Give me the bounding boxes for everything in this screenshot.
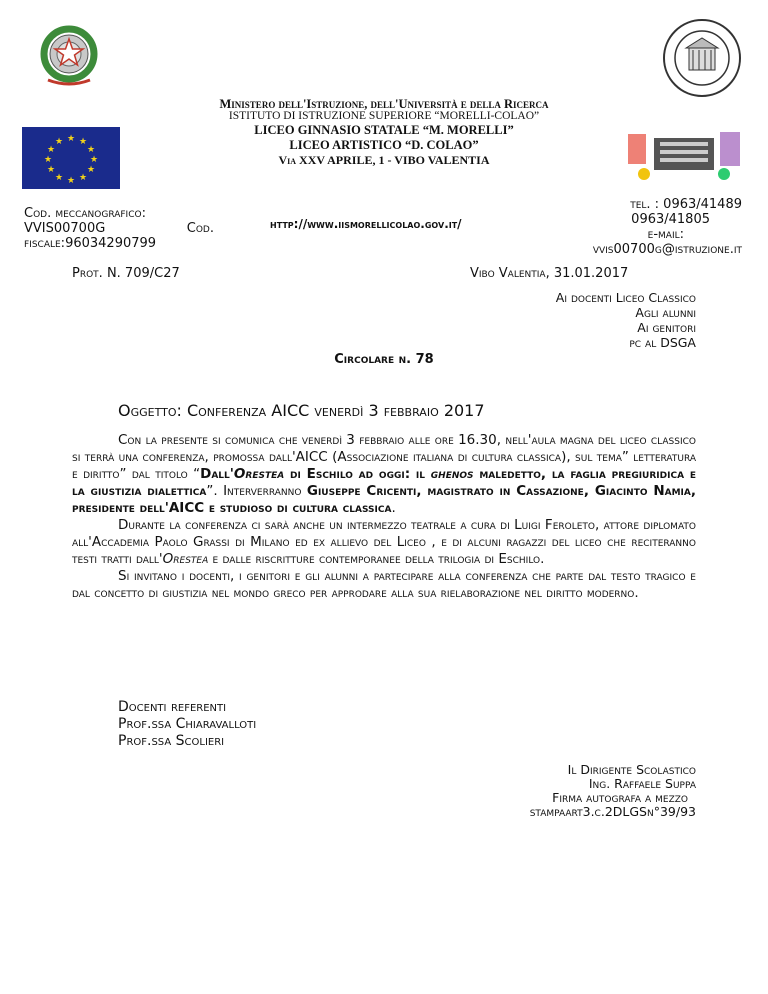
svg-text:★: ★	[54, 137, 64, 147]
svg-text:★: ★	[43, 155, 53, 165]
title-part-2: Orestea	[233, 466, 285, 482]
title-part-1: Dall'	[200, 466, 234, 482]
signature-title: Il Dirigente Scolastico	[567, 762, 696, 777]
email-label: e-mail:	[647, 227, 684, 242]
paragraph-1	[72, 432, 696, 517]
signature-note: Firma autografa a mezzo	[552, 790, 688, 805]
title-part-5: maledetto, la faglia pregiuridica e la giustizia dialettica	[72, 466, 696, 499]
school-codes	[24, 206, 214, 251]
svg-text:★: ★	[78, 137, 88, 147]
liceo-morelli-seal	[662, 18, 742, 98]
paragraph-2	[72, 517, 696, 568]
code-label: Cod. meccanografico:	[24, 206, 146, 221]
letter-body	[72, 432, 696, 602]
recipients-list	[556, 290, 696, 350]
signature-law: stampaart3.c.2DLGSn°39/93	[529, 804, 696, 819]
p2-title: Orestea	[162, 551, 209, 567]
protocol-number: Prot. N. 709/C27	[72, 266, 180, 281]
signature-block	[530, 763, 696, 819]
place-date: Vibo Valentia, 31.01.2017	[470, 266, 629, 281]
ministry-heading: Ministero dell'Istruzione, dell'Università e della Ricerca	[219, 97, 549, 111]
recipient-item: Ai genitori	[637, 320, 696, 335]
title-part-3: di Eschilo ad oggi: il	[284, 466, 431, 482]
title-part-4: ghenos	[430, 466, 474, 482]
speakers: Giuseppe Cricenti, magistrato in Cassazione, Giacinto Namia, presidente dell'AICC e studioso di cultura classica	[72, 483, 696, 516]
svg-text:★: ★	[78, 173, 88, 183]
telephone-1: tel. : 0963/41489	[630, 197, 742, 212]
referents-block	[118, 699, 256, 750]
circolare-number: Circolare n. 78	[334, 352, 434, 367]
subject-line: Oggetto: Conferenza AICC venerdì 3 febbraio 2017	[118, 401, 485, 420]
svg-text:★: ★	[46, 145, 56, 155]
institute-heading: ISTITUTO DI ISTRUZIONE SUPERIORE “MORELLI-COLAO”	[228, 110, 540, 122]
recipient-item: Ai docenti Liceo Classico	[555, 290, 696, 305]
liceo-artistico-heading: LICEO ARTISTICO “D. COLAO”	[289, 138, 479, 152]
cf-label: Cod.	[186, 221, 214, 236]
mechanographic-code: VVIS00700G	[24, 221, 106, 236]
svg-text:★: ★	[66, 176, 76, 186]
svg-text:★: ★	[46, 165, 56, 175]
contact-info	[593, 197, 742, 257]
p1-text-a: Con la presente si comunica che venerdì 3 febbraio alle ore 16.30, nell'aula magna del liceo classico si terrà una conferenza, promossa dall'AICC (Associazione italiana di cultura classica), sul tema” letteratura e diritto” dal titolo “	[72, 432, 696, 482]
liceo-ginnasio-heading: LICEO GINNASIO STATALE “M. MORELLI”	[254, 123, 514, 137]
code-line	[24, 221, 214, 236]
signature-name: Ing. Raffaele Suppa	[588, 776, 696, 791]
referents-heading: Docenti referenti	[118, 699, 227, 715]
p2-text-b: e dalle riscritture contemporanee della trilogia di Eschilo.	[208, 551, 545, 567]
paragraph-3: Si invitano i docenti, i genitori e gli alunni a partecipare alla conferenza che parte dal testo tragico e dal concetto di giustizia nel mondo greco per approdare alla sua rielaborazione nel diritto moderno.	[72, 568, 696, 601]
website-link[interactable]: http://www.iismorellicolao.gov.it/	[270, 217, 462, 231]
fiscal-code: fiscale:96034290799	[24, 236, 157, 251]
p2-text-a: Durante la conferenza ci sarà anche un intermezzo teatrale a cura di Luigi Feroleto, attore diplomato all'Accademia Paolo Grassi di Milano ed ex allievo del Liceo , e di alcuni ragazzi del liceo che reciteranno testi tratti dall'	[72, 517, 696, 567]
telephone-2: 0963/41805	[631, 212, 710, 227]
svg-text:★: ★	[54, 173, 64, 183]
svg-text:★: ★	[89, 155, 99, 165]
referent-name: Prof.ssa Scolieri	[118, 733, 225, 749]
email-address[interactable]: vvis00700g@istruzione.it	[592, 242, 742, 257]
svg-text:★: ★	[66, 134, 76, 144]
p1-text-c: .	[391, 500, 396, 516]
recipient-item: pc al DSGA	[629, 335, 696, 350]
italian-republic-emblem	[40, 22, 98, 90]
svg-text:★: ★	[86, 165, 96, 175]
svg-text:★: ★	[86, 145, 96, 155]
recipient-item: Agli alunni	[635, 305, 696, 320]
p1-text-b: ”. Interverranno	[206, 483, 307, 499]
school-address: Via XXV APRILE, 1 - VIBO VALENTIA	[278, 153, 490, 167]
referent-name: Prof.ssa Chiaravalloti	[118, 716, 257, 732]
